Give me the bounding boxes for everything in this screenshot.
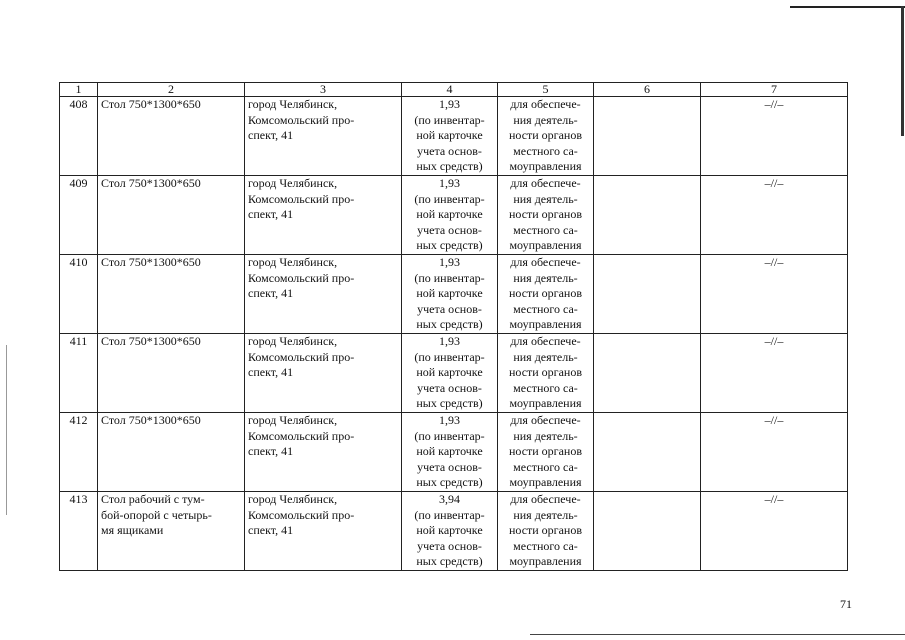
item-purpose: для обеспече- ния деятель- ности органов местного са- моуправления [498, 97, 594, 176]
row-number: 408 [60, 97, 98, 176]
item-purpose: для обеспече- ния деятель- ности органов местного са- моуправления [498, 255, 594, 334]
scan-edge-line [6, 345, 7, 515]
item-col6 [594, 413, 701, 492]
row-number: 412 [60, 413, 98, 492]
item-value: 1,93 (по инвентар- ной карточке учета основ- ных средств) [402, 176, 498, 255]
item-name: Стол 750*1300*650 [98, 97, 245, 176]
item-col6 [594, 176, 701, 255]
item-location: город Челябинск, Комсомольский про- спект, 41 [245, 492, 402, 571]
item-name: Стол рабочий с тум- бой-опорой с четырь- мя ящиками [98, 492, 245, 571]
item-value: 1,93 (по инвентар- ной карточке учета основ- ных средств) [402, 334, 498, 413]
scan-edge-line [790, 6, 905, 8]
row-number: 411 [60, 334, 98, 413]
table-row [60, 492, 848, 571]
column-header: 6 [594, 83, 701, 97]
item-purpose: для обеспече- ния деятель- ности органов местного са- моуправления [498, 413, 594, 492]
item-name: Стол 750*1300*650 [98, 413, 245, 492]
row-number: 409 [60, 176, 98, 255]
item-col6 [594, 97, 701, 176]
column-header: 2 [98, 83, 245, 97]
scan-edge-line [530, 634, 905, 635]
item-purpose: для обеспече- ния деятель- ности органов местного са- моуправления [498, 334, 594, 413]
item-name: Стол 750*1300*650 [98, 334, 245, 413]
table-row [60, 97, 848, 176]
item-col7: –//– [701, 492, 848, 571]
item-value: 1,93 (по инвентар- ной карточке учета основ- ных средств) [402, 413, 498, 492]
item-col7: –//– [701, 97, 848, 176]
table-row [60, 176, 848, 255]
column-header: 7 [701, 83, 848, 97]
column-header: 5 [498, 83, 594, 97]
item-col7: –//– [701, 176, 848, 255]
item-location: город Челябинск, Комсомольский про- спект, 41 [245, 334, 402, 413]
item-col6 [594, 492, 701, 571]
item-col6 [594, 334, 701, 413]
item-location: город Челябинск, Комсомольский про- спект, 41 [245, 176, 402, 255]
item-col7: –//– [701, 413, 848, 492]
table-row [60, 413, 848, 492]
row-number: 413 [60, 492, 98, 571]
property-register-table [59, 82, 848, 571]
page-number: 71 [840, 597, 852, 611]
column-header: 3 [245, 83, 402, 97]
item-value: 3,94 (по инвентар- ной карточке учета основ- ных средств) [402, 492, 498, 571]
item-value: 1,93 (по инвентар- ной карточке учета основ- ных средств) [402, 255, 498, 334]
scan-edge-line [901, 6, 904, 136]
item-col7: –//– [701, 255, 848, 334]
column-header: 4 [402, 83, 498, 97]
item-location: город Челябинск, Комсомольский про- спект, 41 [245, 97, 402, 176]
table-row [60, 255, 848, 334]
item-purpose: для обеспече- ния деятель- ности органов местного са- моуправления [498, 492, 594, 571]
column-header: 1 [60, 83, 98, 97]
item-value: 1,93 (по инвентар- ной карточке учета основ- ных средств) [402, 97, 498, 176]
row-number: 410 [60, 255, 98, 334]
item-purpose: для обеспече- ния деятель- ности органов местного са- моуправления [498, 176, 594, 255]
item-name: Стол 750*1300*650 [98, 255, 245, 334]
item-name: Стол 750*1300*650 [98, 176, 245, 255]
item-col7: –//– [701, 334, 848, 413]
item-location: город Челябинск, Комсомольский про- спект, 41 [245, 255, 402, 334]
table-header-row [60, 83, 848, 97]
table-row [60, 334, 848, 413]
item-location: город Челябинск, Комсомольский про- спект, 41 [245, 413, 402, 492]
item-col6 [594, 255, 701, 334]
